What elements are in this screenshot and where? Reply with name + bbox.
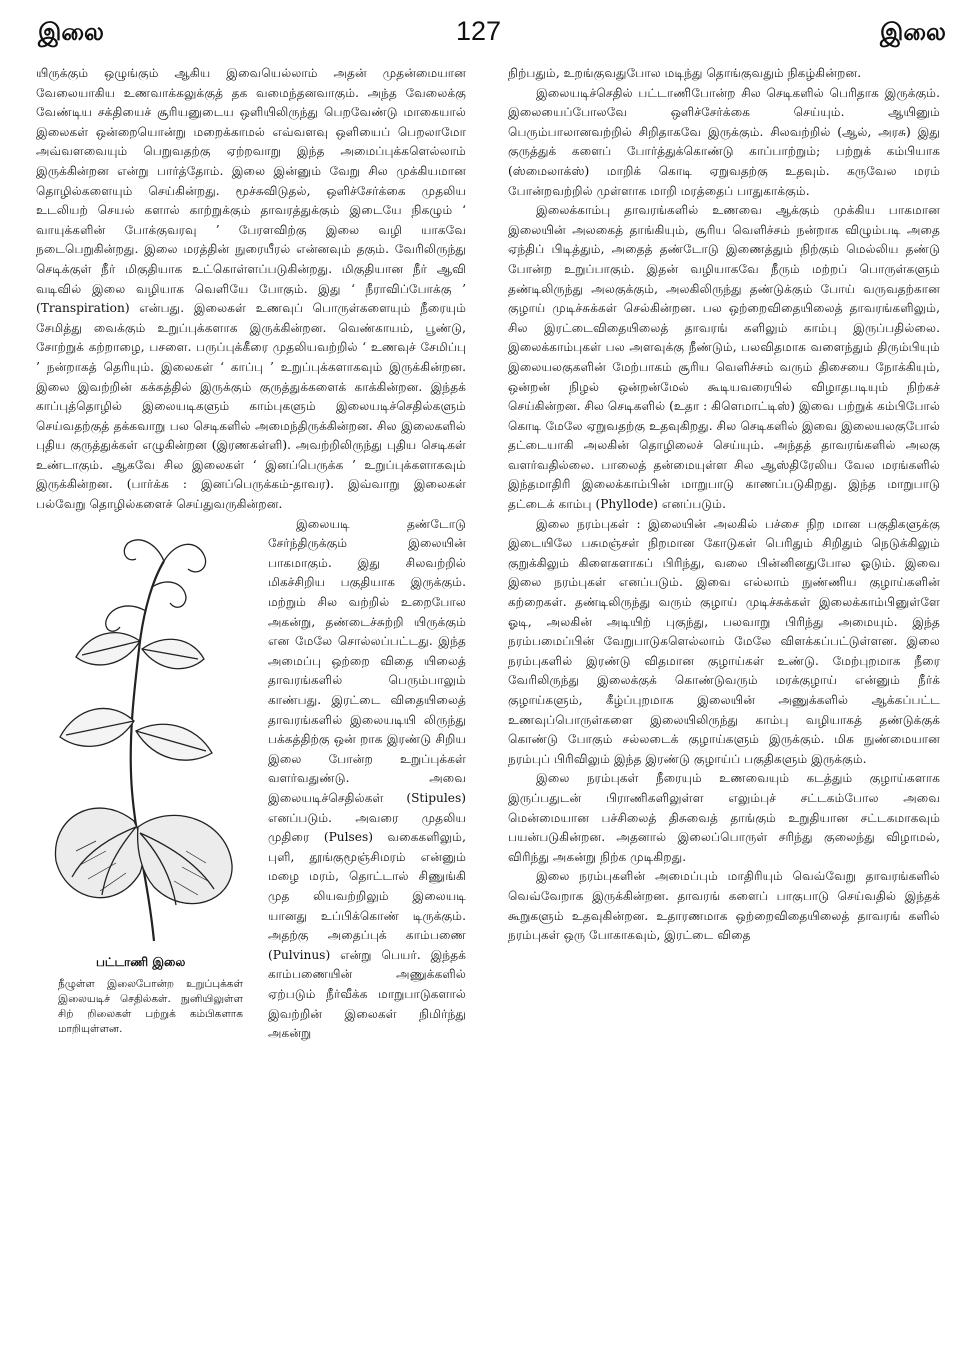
paragraph: யிருக்கும் ஒழுங்கும் ஆகிய இவையெல்லாம் அதன் முதன்மையான வேலையாகிய உணவாக்கலுக்குத் தக வமைந்தனவாகும். அந்த வேலைக்கு வேண்டிய சக்தியைச் சூரியனுடைய ஒளியிலிருந்து பெறவேண்டு மாகையால் இலைகள் ஒன்றையொன்று மறைக்காமல் எவ்வளவு ஒளியைப் பெறலாமோ அவ்வளவையும் பெறுவதற்கு ஏற்றவாறு இந்த அமைப்புக்களெல்லாம் இருக்கின்றன என்று பார்த்தோம். இலை இன்னும் வேறு சில முக்கியமான தொழில்களையும் செய்கின்றது. மூச்சுவிடுதல், ஒளிச்சேர்க்கை முதலிய உடலியற் செயல் களால் காற்றுக்கும் தாவரத்துக்கும் இடையே நிகழும் ‘ வாயுக்களின் போக்குவரவு ’ பேரளவிற்கு இலை வழி யாகவே நடைபெறுகின்றது. இலை மரத்தின் நுரையீரல் என்னவும் தகும். வேரிலிருந்து செடிக்குள் நீர் மிகுதியாக உட்கொள்ளப்படுகின்றது. மிகுதியான நீர் ஆவி வடிவில் இலை வழியாக வெளியே போகும். இது ‘ நீராவிப்போக்கு ’ (Transpiration) என்பது. இலைகள் உணவுப் பொருள்களையும் நீரையும் சேமித்து வைக்கும் உறுப்புக்களாக இருக்கின்றன. வெண்காயம், பூண்டு, சோற்றுக் கற்றாழை, பசளை. பருப்புக்கீரை முதலியவற்றில் ‘ உணவுச் சேமிப்பு ’ நன்றாகத் தெரியும். இலைகள் ‘ காப்பு ’ உறுப்புக்களாகவும் இருக்கின்றன. இலை இவற்றின் கக்கத்தில் இருக்கும் குருத்துக்களைக் காக்கின்றன. இந்தக் காப்புத்தொழில் இலையடிகளும் காம்புகளும் இலையடிச்செதில்களும் செய்வதற்குத் தக்கவாறு பல செடிகளில் அமைந்திருக்கின்றன. சில இலைகளில் புதிய குருத்துக்கள் எழுகின்றன (இரணகள்ளி). அவற்றிலிருந்து புதிய செடிகள் உண்டாகும். ஆகவே சில இலைகள் ‘ இனப்பெருக்க ’ உறுப்புக்களாகவும் இருக்கின்றன. (பார்க்க : இனப்பெருக்கம்-தாவர). இவ்வாறு இலைகள் பல்வேறு தொழில்களைச் செய்துவருகின்றன. <box>36 66 466 512</box>
running-head-left: இலை <box>38 18 104 46</box>
paragraph: இலையடிச்செதில் பட்டாணிபோன்ற சில செடிகளில் பெரிதாக இருக்கும். இலையைப்போலவே ஒளிச்சேர்க்கை செய்யும். ஆயினும் பெரும்பாலானவற்றில் சிறிதாகவே இருக்கும். சிலவற்றில் (ஆல், அரசு) இது குருத்துக் களைப் போர்த்துக்கொண்டு காப்பாற்றும்; பற்றுக் கம்பியாக (ஸ்மைலாக்ஸ்) மாறிக் கொடி ஏறுவதற்கு உதவும். கருவேல மரம் போன்றவற்றில் முள்ளாக மாறி மரத்தைப் பாதுகாக்கும். <box>508 85 940 198</box>
left-column <box>36 64 466 1354</box>
paragraph: இலையடி தண்டோடு சேர்ந்திருக்கும் இலையின் பாகமாகும். இது சிலவற்றில் மிகச்சிறிய பகுதியாக இருக்கும். மற்றும் சில வற்றில் உறைபோல அகன்று, தண்டைச்சுற்றி யிருக்கும் என மேலே சொல்லப்பட்டது. இந்த அமைப்பு ஒற்றை விதை யிலைத் தாவரங்களில் பெரும்பாலும் காண்பது. இரட்டை விதையிலைத் தாவரங்களில் இலையடியி லிருந்து பக்கத்திற்கு ஒன் றாக இரண்டு சிறிய இலை போன்ற உறுப்புக்கள் வளர்வதுண்டு. அவை இலையடிச்செதில்கள் (Stipules) எனப்படும். அவரை முதலிய முதிரை (Pulses) வகைகளிலும், புளி, தூங்குமூஞ்சிமரம் என்னும் மழை மரம், தொட்டால் சிணுங்கி முத லியவற்றிலும் இலையடி யானது உப்பிக்கொண் டிருக்கும். அதற்கு அதைப்புக் காம்பணை (Pulvinus) என்று பெயர். இந்தக் காம்பணையின் அணுக்களில் ஏற்படும் நீர்வீக்க மாறுபாடுகளால் இவற்றின் இலைகள் நிமிர்ந்து அகன்று <box>268 516 466 1041</box>
paragraph: இலை நரம்புகள் நீரையும் உணவையும் கடத்தும் குழாய்களாக இருப்பதுடன் பிராணிகளிலுள்ள எலும்புச் சட்டகம்போல அவை மென்மையான பச்சிலைத் திசுவைத் தாங்கும் உறுதியான சட்டகமாகவும் பயன்படுகின்றன. அதனால் இலைப்பொருள் சரிந்து குலைந்து விழாமல், விரிந்து அகன்று நிற்க முடிகிறது. <box>508 771 940 864</box>
figure-title: பட்டாணி இலை <box>96 954 186 969</box>
figure-caption: நீழுள்ள இலைபோன்ற உறுப்புக்கள் இலையடிச் செதில்கள். நுனியிலுள்ள சிற் றிலைகள் பற்றுக் கம்பிகளாக மாறியுள்ளன. <box>58 977 243 1035</box>
running-head-right: இலை <box>880 18 946 46</box>
page-number: 127 <box>456 16 502 46</box>
paragraph: இலைக்காம்பு தாவரங்களில் உணவை ஆக்கும் முக்கிய பாகமான இலையின் அலகைத் தாங்கியும், சூரிய வெளிச்சம் நன்றாக விழும்படி அதை ஏந்திப் பிடித்தும், அதைத் தண்டோடு இணைத்தும் நிற்கும் மெல்லிய தண்டு போன்ற உறுப்பாகும். இதன் வழியாகவே நீரும் மற்றப் பொருள்களும் தண்டிலிருந்து அலகுக்கும், அலகிலிருந்து தண்டுக்கும் போய் வருவதற்கான குழாய் முடிச்சுக்கள் செல்கின்றன. பல ஒற்றைவிதையிலைத் தாவரங்களிலும், சில இரட்டைவிதையிலைத் தாவரங் களிலும் காம்பு இருப்பதில்லை. இலைக்காம்புகள் பல அளவுக்கு நீண்டும், பலவிதமாக வளைந்தும் திரும்பியும் இலையலகுகளின் மேற்பாகம் சூரிய வெளிச்சம் வரும் திசையை நோக்கியும், ஒன்றன் நிழல் ஒன்றன்மேல் கூடியவரையில் விழாதபடியும் நிற்கச் செய்கின்றன. சில செடிகளில் (உதா : கிளெமாட்டிஸ்) இவை பற்றுக் கம்பிபோல் கொடி மேலே ஏறுவதற்கு உதவுகிறது. சில செடிகளில் இவை இலையலகுபோல் தட்டையாகி அலகின் தொழிலைச் செய்யும். அந்தத் தாவரங்களில் அலகு வளர்வதில்லை. பாலைத் தன்மையுள்ள சில ஆஸ்திரேலிய வேல மரங்களில் இந்தமாதிரி இலைக்காம்பின் மாறுபாடு காணப்படுகிறது. இந்த மாறுபாடு தட்டைக் காம்பு (Phyllode) எனப்படும். <box>508 203 940 512</box>
pea-leaf-illustration <box>36 521 256 951</box>
right-column <box>508 64 940 1354</box>
pea-leaf-figure <box>36 521 256 1041</box>
paragraph: நிற்பதும், உறங்குவதுபோல மடிந்து தொங்குவதும் நிகழ்கின்றன. <box>508 66 862 80</box>
page-header <box>0 0 966 60</box>
paragraph: இலை நரம்புகள் : இலையின் அலகில் பச்சை நிற மான பகுதிகளுக்கு இடையிலே பசுமஞ்சள் நிறமான கோடுகள் பெரிதும் சிறிதும் நெடுக்கிலும் குறுக்கிலும் கிளைகளாகப் பிரிந்து, வலை பின்னினதுபோல ஓடும். இவை இலை நரம்புகள் எனப்படும். இவை எல்லாம் நுண்ணிய குழாய்களின் கற்றைகள். தண்டிலிருந்து வரும் குழாய் முடிச்சுக்கள் இலைக்காம்பினுள்ளே ஓடி, அலகின் அடியிற் புகுந்து, பலவாறு பிரிந்து அமையும். இந்த நரம்பமைப்பின் வேறுபாடுகளெல்லாம் மேலே விளக்கப்பட்டுள்ளன. இலை நரம்புகளில் இரண்டு விதமான குழாய்கள் உண்டு. மேற்புறமாக நீரை வேரிலிருந்து இலைக்குக் கொண்டுவரும் மரக்குழாய் என்னும் நீர்க் குழாய்களும், கீழ்ப்புறமாக இலையின் அணுக்களில் ஆக்கப்பட்ட உணவுப்பொருள்களை இலையிலிருந்து காம்பு வழியாகத் தண்டுக்குக் கொண்டு போகும் சல்லடைக் குழாய்களும் இருக்கும். மிக நுண்மையான நரம்புப் பிரிவிலும் இந்த இரண்டு குழாய்ப் பகுதிகளும் இருக்கும். <box>508 516 940 766</box>
paragraph: இலை நரம்புகளின் அமைப்பும் மாதிரியும் வெவ்வேறு தாவரங்களில் வெவ்வேறாக இருக்கின்றன. தாவரங் களைப் பாகுபாடு செய்வதில் இந்தக் கூறுகளும் உதவுகின்றன. உதாரணமாக ஒற்றைவிதையிலைத் தாவரங் களில் நரம்புகள் ஒரு போகாகவும், இரட்டை விதை <box>508 869 940 943</box>
